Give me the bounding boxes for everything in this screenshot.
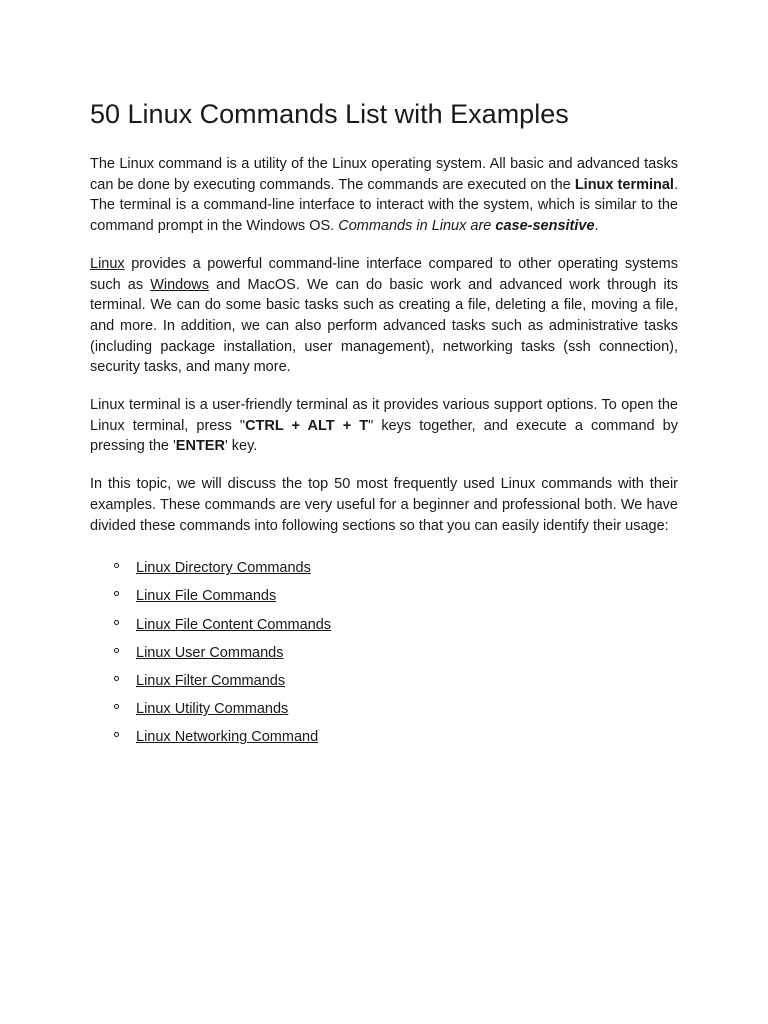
intro-text-3: .: [594, 218, 599, 235]
circle-bullet-icon: [114, 676, 119, 681]
page-title: 50 Linux Commands List with Examples: [90, 99, 569, 129]
intro-text-1: The Linux command is a utility of the Linux operating system. All basic and advanced tasks can be done by executing commands. The commands are executed on the: [90, 156, 678, 193]
terminal-paragraph: [90, 395, 678, 457]
windows-link[interactable]: Windows: [150, 276, 210, 293]
circle-bullet-icon: [114, 732, 119, 737]
circle-bullet-icon: [114, 563, 119, 568]
terminal-text-3: ' key.: [224, 438, 258, 455]
shortcut-keys-bold: CTRL + ALT + T: [245, 417, 369, 434]
section-link-user[interactable]: Linux User Commands: [136, 644, 284, 661]
list-item: [114, 558, 678, 578]
section-link-file[interactable]: Linux File Commands: [136, 588, 277, 605]
terminal-text-2: " keys together, and execute a command by pressing the ': [90, 417, 678, 455]
sections-list: [90, 558, 678, 747]
section-link-networking[interactable]: Linux Networking Command: [136, 729, 319, 746]
circle-bullet-icon: [114, 591, 119, 596]
cli-paragraph: [90, 254, 678, 378]
intro-italic: Commands in Linux are: [338, 218, 496, 235]
section-link-filter[interactable]: Linux Filter Commands: [136, 673, 286, 689]
cli-text-1: provides a powerful command-line interface compared to other operating systems such as: [90, 255, 678, 293]
cli-text-2: and MacOS. We can do basic work and advanced work through its terminal. We can do some basic tasks such as creating a file, deleting a file, moving a file, and more. In addition, we can also perform advanced tasks such as administrative tasks (including package installation, user management), networking tasks (ssh connection), security tasks, and many more.: [90, 276, 678, 376]
enter-key-bold: ENTER: [175, 438, 225, 455]
document-page: [90, 96, 678, 756]
list-item: [114, 671, 678, 691]
intro-paragraph: [90, 154, 678, 237]
list-item: [114, 615, 678, 635]
section-link-directory[interactable]: Linux Directory Commands: [136, 560, 311, 577]
terminal-text-1: Linux terminal is a user-friendly terminal as it provides various support options. To open the Linux terminal, press ": [90, 397, 678, 434]
circle-bullet-icon: [114, 620, 119, 625]
intro-text-2: . The terminal is a command-line interface to interact with the system, which is similar to the command prompt in the Windows OS.: [90, 176, 678, 235]
list-item: [114, 699, 678, 719]
list-item: [114, 586, 678, 606]
circle-bullet-icon: [114, 704, 119, 709]
linux-terminal-bold: Linux terminal: [574, 176, 674, 193]
list-item: [114, 727, 678, 747]
section-link-utility[interactable]: Linux Utility Commands: [136, 701, 289, 718]
list-item: [114, 643, 678, 663]
circle-bullet-icon: [114, 648, 119, 653]
linux-link[interactable]: Linux: [90, 255, 125, 272]
section-link-file-content[interactable]: Linux File Content Commands: [136, 616, 332, 633]
case-sensitive-bold-italic: case-sensitive: [495, 218, 595, 235]
topic-paragraph: In this topic, we will discuss the top 50 most frequently used Linux commands with their examples. These commands are very useful for a beginner and professional both. We have divided these commands into following sections so that you can easily identify their usage:: [90, 476, 678, 534]
